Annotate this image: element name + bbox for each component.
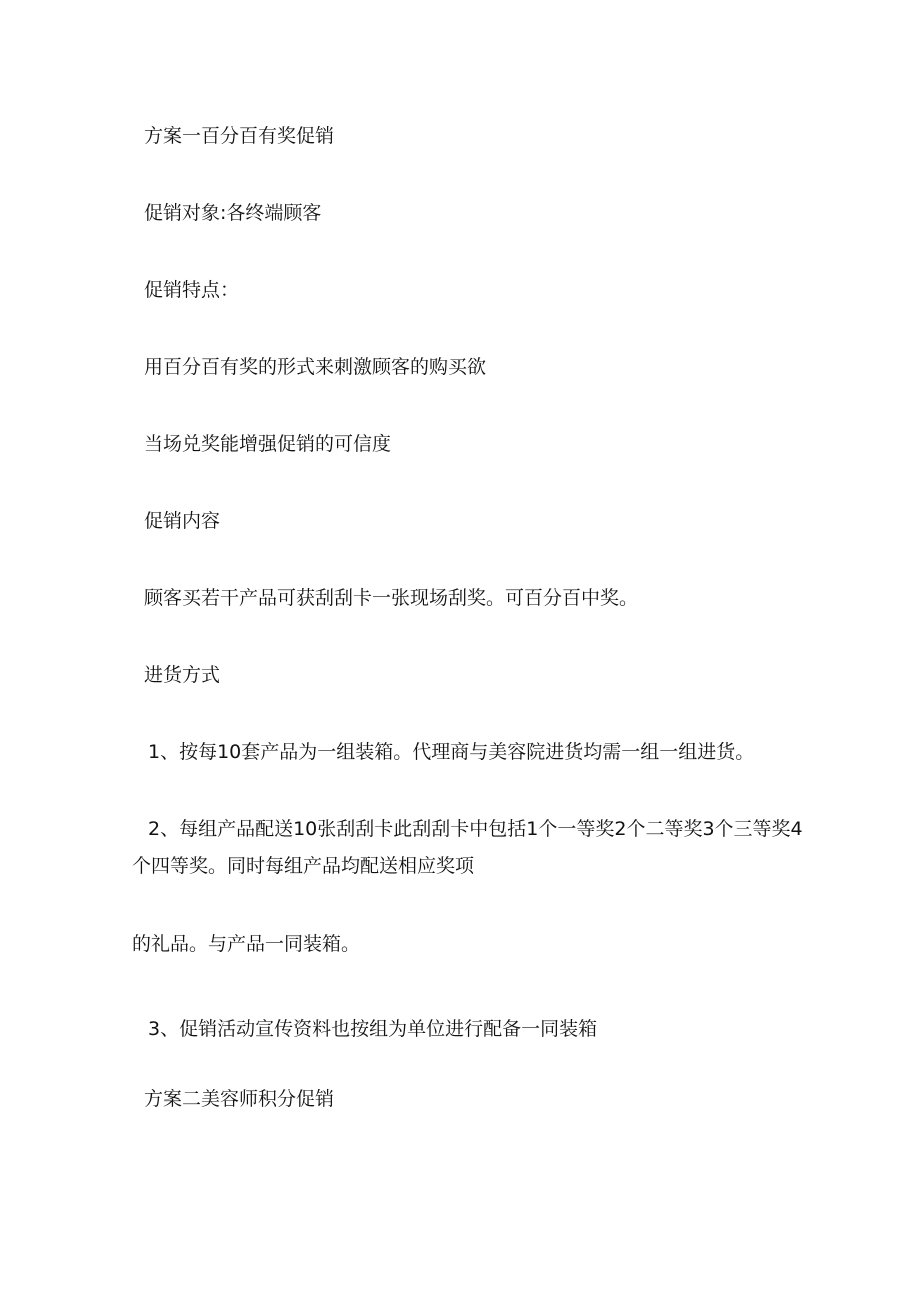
promotion-target: 促销对象:各终端顾客 <box>144 202 322 224</box>
purchase-method-item-1: 1、按每10套产品为一组装箱。代理商与美容院进货均需一组一组进货。 <box>148 741 755 763</box>
purchase-method-item-2-cont: 个四等奖。同时每组产品均配送相应奖项 <box>132 855 475 877</box>
purchase-method-item-2-end: 的礼品。与产品一同装箱。 <box>132 933 361 955</box>
feature-item-1: 用百分百有奖的形式来刺激顾客的购买欲 <box>144 356 487 378</box>
heading-plan-one: 方案一百分百有奖促销 <box>144 125 335 147</box>
purchase-method-item-3: 3、促销活动宣传资料也按组为单位进行配备一同装箱 <box>148 1018 598 1040</box>
purchase-method-label: 进货方式 <box>144 664 221 686</box>
heading-plan-two: 方案二美容师积分促销 <box>144 1088 335 1110</box>
promotion-features-label: 促销特点： <box>144 279 240 301</box>
purchase-method-item-2: 2、每组产品配送10张刮刮卡此刮刮卡中包括1个一等奖2个二等奖3个三等奖4 <box>148 818 803 840</box>
feature-item-2: 当场兑奖能增强促销的可信度 <box>144 433 392 455</box>
promotion-content-text: 顾客买若干产品可获刮刮卡一张现场刮奖。可百分百中奖。 <box>144 587 639 609</box>
promotion-content-label: 促销内容 <box>144 510 221 532</box>
